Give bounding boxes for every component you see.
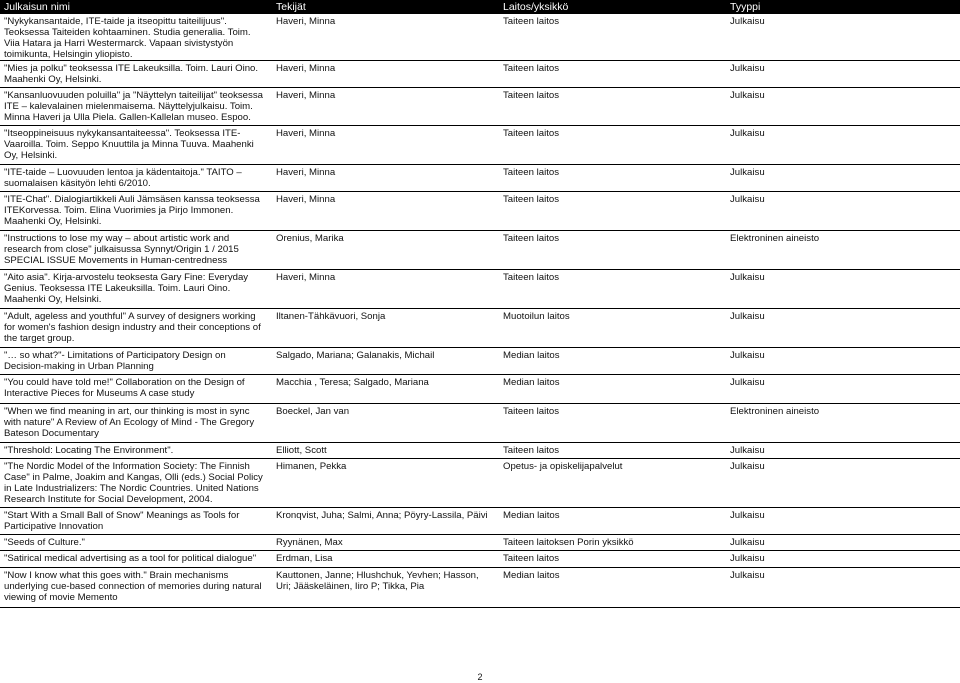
publication-title-cell: "The Nordic Model of the Information Society: The Finnish Case" in Palme, Joakim and Kangas, Olli (eds.) Social Policy in Late Industrializers: The Nordic Countries. United Nations Research Institute for Social Development, 2004. bbox=[0, 459, 272, 508]
table-row bbox=[0, 375, 960, 404]
table-row bbox=[0, 192, 960, 231]
unit-cell: Taiteen laitos bbox=[499, 126, 726, 165]
table-row bbox=[0, 309, 960, 348]
authors-cell: Haveri, Minna bbox=[272, 192, 499, 231]
publication-title-cell: "Instructions to lose my way – about artistic work and research from close" julkaisussa Synnyt/Origin 1 / 2015 SPECIAL ISSUE Movements in Human-centredness bbox=[0, 231, 272, 270]
header-title: Julkaisun nimi bbox=[0, 0, 272, 14]
publication-title-cell: "Threshold: Locating The Environment". bbox=[0, 443, 272, 459]
unit-cell: Median laitos bbox=[499, 568, 726, 608]
authors-cell: Haveri, Minna bbox=[272, 88, 499, 126]
unit-cell: Median laitos bbox=[499, 375, 726, 404]
table-body bbox=[0, 14, 960, 608]
page-number: 2 bbox=[477, 672, 483, 682]
table-row bbox=[0, 126, 960, 165]
publication-title-cell: "Kansanluovuuden poluilla" ja "Näyttelyn taiteilijat" teoksessa ITE – kalevalainen mielenmaisema. Näyttelyjulkaisu. Toim. Minna Haveri ja Ulla Piela. Gallen-Kallelan museo. Espoo. bbox=[0, 88, 272, 126]
publication-title-cell: "Satirical medical advertising as a tool for political dialogue" bbox=[0, 551, 272, 568]
publication-title-cell: "You could have told me!" Collaboration on the Design of Interactive Pieces for Museums A case study bbox=[0, 375, 272, 404]
table-row bbox=[0, 270, 960, 309]
type-cell: Julkaisu bbox=[726, 309, 960, 348]
authors-cell: Haveri, Minna bbox=[272, 165, 499, 192]
table-row bbox=[0, 568, 960, 608]
table-row bbox=[0, 88, 960, 126]
publication-title-cell: "Mies ja polku" teoksessa ITE Lakeuksilla. Toim. Lauri Oino. Maahenki Oy, Helsinki. bbox=[0, 61, 272, 88]
type-cell: Julkaisu bbox=[726, 165, 960, 192]
publication-title-cell: "ITE-Chat". Dialogiartikkeli Auli Jämsäsen kanssa teoksessa ITEKorvessa. Toim. Elina Vuorimies ja Pirjo Immonen. Maahenki Oy, Helsinki. bbox=[0, 192, 272, 231]
publication-title-cell: "Itseoppineisuus nykykansantaiteessa". Teoksessa ITE-Vaaroilla. Toim. Seppo Knuuttila ja Minna Tuuva. Maahenki Oy, Helsinki. bbox=[0, 126, 272, 165]
authors-cell: Salgado, Mariana; Galanakis, Michail bbox=[272, 348, 499, 375]
authors-cell: Haveri, Minna bbox=[272, 61, 499, 88]
publication-title-cell: "Now I know what this goes with." Brain mechanisms underlying cue-based connection of memories during natural viewing of movie Memento bbox=[0, 568, 272, 608]
type-cell: Julkaisu bbox=[726, 443, 960, 459]
unit-cell: Taiteen laitos bbox=[499, 61, 726, 88]
table-row bbox=[0, 404, 960, 443]
unit-cell: Taiteen laitos bbox=[499, 192, 726, 231]
header-unit: Laitos/yksikkö bbox=[499, 0, 726, 14]
authors-cell: Erdman, Lisa bbox=[272, 551, 499, 568]
publication-title-cell: "When we find meaning in art, our thinking is most in sync with nature" A Review of An Ecology of Mind - The Gregory Bateson Documentary bbox=[0, 404, 272, 443]
table-row bbox=[0, 443, 960, 459]
unit-cell: Median laitos bbox=[499, 508, 726, 535]
authors-cell: Haveri, Minna bbox=[272, 126, 499, 165]
type-cell: Julkaisu bbox=[726, 88, 960, 126]
table-header bbox=[0, 0, 960, 14]
authors-cell: Haveri, Minna bbox=[272, 14, 499, 61]
type-cell: Julkaisu bbox=[726, 508, 960, 535]
publication-title-cell: "Start With a Small Ball of Snow" Meanings as Tools for Participative Innovation bbox=[0, 508, 272, 535]
type-cell: Elektroninen aineisto bbox=[726, 404, 960, 443]
type-cell: Julkaisu bbox=[726, 192, 960, 231]
header-type: Tyyppi bbox=[726, 0, 960, 14]
type-cell: Julkaisu bbox=[726, 126, 960, 165]
table-row bbox=[0, 348, 960, 375]
type-cell: Julkaisu bbox=[726, 375, 960, 404]
type-cell: Julkaisu bbox=[726, 61, 960, 88]
unit-cell: Taiteen laitos bbox=[499, 231, 726, 270]
type-cell: Julkaisu bbox=[726, 14, 960, 61]
header-row bbox=[0, 0, 960, 14]
unit-cell: Taiteen laitos bbox=[499, 443, 726, 459]
unit-cell: Muotoilun laitos bbox=[499, 309, 726, 348]
unit-cell: Taiteen laitos bbox=[499, 14, 726, 61]
authors-cell: Himanen, Pekka bbox=[272, 459, 499, 508]
publication-title-cell: "ITE-taide – Luovuuden lentoa ja kädentaitoja." TAITO – suomalaisen käsityön lehti 6/2010. bbox=[0, 165, 272, 192]
unit-cell: Opetus- ja opiskelijapalvelut bbox=[499, 459, 726, 508]
unit-cell: Taiteen laitoksen Porin yksikkö bbox=[499, 535, 726, 551]
table-row bbox=[0, 459, 960, 508]
unit-cell: Median laitos bbox=[499, 348, 726, 375]
type-cell: Julkaisu bbox=[726, 459, 960, 508]
unit-cell: Taiteen laitos bbox=[499, 88, 726, 126]
table-row bbox=[0, 535, 960, 551]
publication-title-cell: "… so what?"- Limitations of Participatory Design on Decision-making in Urban Planning bbox=[0, 348, 272, 375]
authors-cell: Macchia , Teresa; Salgado, Mariana bbox=[272, 375, 499, 404]
authors-cell: Orenius, Marika bbox=[272, 231, 499, 270]
table-row bbox=[0, 508, 960, 535]
unit-cell: Taiteen laitos bbox=[499, 551, 726, 568]
authors-cell: Haveri, Minna bbox=[272, 270, 499, 309]
publication-title-cell: "Nykykansantaide, ITE-taide ja itseopittu taiteilijuus". Teoksessa Taiteiden kohtaaminen. Studia generalia. Toim. Viia Hatara ja Harri Westermarck. Vapaan sivistystyön toimikunta, Helsingin yliopisto. bbox=[0, 14, 272, 61]
publication-title-cell: "Seeds of Culture." bbox=[0, 535, 272, 551]
authors-cell: Iltanen-Tähkävuori, Sonja bbox=[272, 309, 499, 348]
authors-cell: Kronqvist, Juha; Salmi, Anna; Pöyry-Lassila, Päivi bbox=[272, 508, 499, 535]
publication-title-cell: "Aito asia". Kirja-arvostelu teoksesta Gary Fine: Everyday Genius. Teoksessa ITE Lakeuksilla. Toim. Lauri Oino. Maahenki Oy, Helsinki. bbox=[0, 270, 272, 309]
table-row bbox=[0, 231, 960, 270]
type-cell: Julkaisu bbox=[726, 348, 960, 375]
type-cell: Elektroninen aineisto bbox=[726, 231, 960, 270]
table-row bbox=[0, 14, 960, 61]
unit-cell: Taiteen laitos bbox=[499, 270, 726, 309]
authors-cell: Ryynänen, Max bbox=[272, 535, 499, 551]
type-cell: Julkaisu bbox=[726, 535, 960, 551]
authors-cell: Elliott, Scott bbox=[272, 443, 499, 459]
unit-cell: Taiteen laitos bbox=[499, 404, 726, 443]
unit-cell: Taiteen laitos bbox=[499, 165, 726, 192]
header-authors: Tekijät bbox=[272, 0, 499, 14]
table-row bbox=[0, 165, 960, 192]
table-row bbox=[0, 551, 960, 568]
authors-cell: Kauttonen, Janne; Hlushchuk, Yevhen; Hasson, Uri; Jääskeläinen, Iiro P; Tikka, Pia bbox=[272, 568, 499, 608]
publication-title-cell: "Adult, ageless and youthful" A survey of designers working for women's fashion design industry and their conceptions of the target group. bbox=[0, 309, 272, 348]
type-cell: Julkaisu bbox=[726, 270, 960, 309]
type-cell: Julkaisu bbox=[726, 551, 960, 568]
table-row bbox=[0, 61, 960, 88]
authors-cell: Boeckel, Jan van bbox=[272, 404, 499, 443]
type-cell: Julkaisu bbox=[726, 568, 960, 608]
